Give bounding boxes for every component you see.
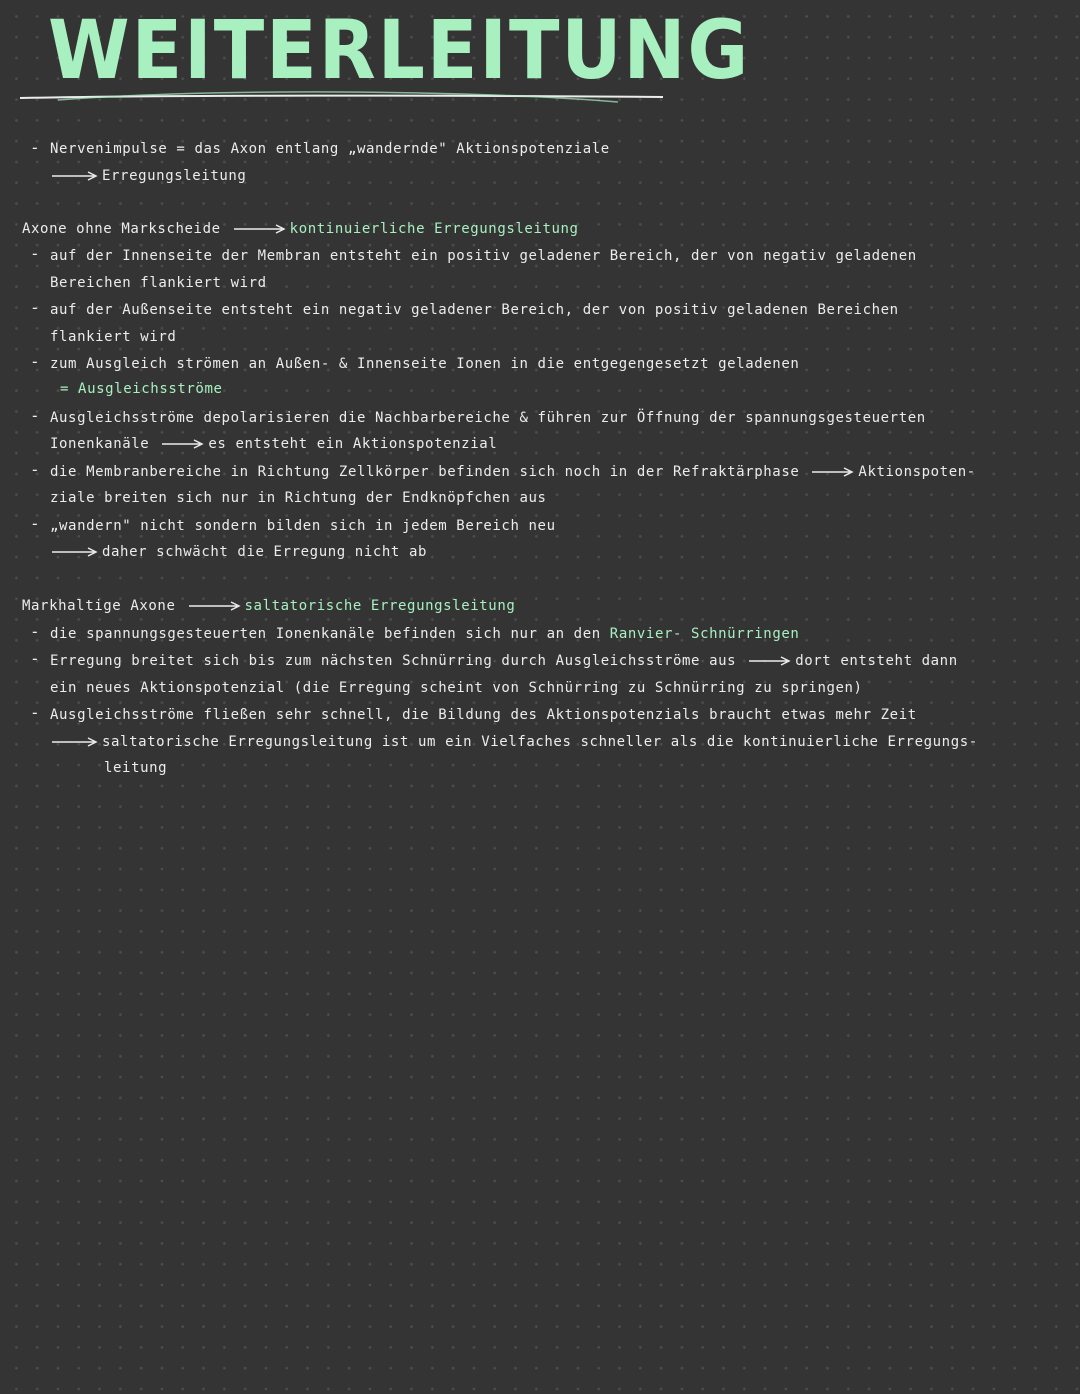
title-underline — [18, 78, 668, 108]
bullet-dash: - — [30, 460, 40, 479]
text-part: es entsteht ein Aktionspotenzial — [208, 436, 498, 452]
text-line — [50, 437, 497, 451]
text-line — [50, 654, 958, 668]
text-line: „wandern" nicht sondern bilden sich in jedem Bereich neu — [50, 518, 556, 534]
text-part: dort entsteht dann — [795, 653, 958, 669]
text-part: Aktionspoten- — [858, 464, 976, 480]
intro-result: Erregungsleitung — [102, 168, 247, 184]
text-line — [50, 627, 799, 641]
bullet-dash: - — [30, 514, 40, 533]
text-line: leitung — [104, 760, 168, 776]
text-line: flankiert wird — [50, 329, 177, 345]
arrow-icon — [749, 656, 791, 666]
bullet-dash: - — [30, 352, 40, 371]
bullet-dash: - — [30, 703, 40, 722]
text-line: auf der Innenseite der Membran entsteht ein positiv geladener Bereich, der von negativ geladenen — [50, 248, 917, 264]
text-line: auf der Außenseite entsteht ein negativ geladener Bereich, der von positiv geladenen Bereichen — [50, 302, 899, 318]
text-line — [52, 735, 978, 749]
text-line: Ausgleichsströme depolarisieren die Nachbarbereiche & führen zur Öffnung der spannungsgesteuerten — [50, 410, 926, 426]
text-line: ein neues Aktionspotenzial (die Erregung scheint von Schnürring zu Schnürring zu springen) — [50, 680, 863, 696]
page-title: WEITERLEITUNG — [48, 3, 751, 98]
heading-result: saltatorische Erregungsleitung — [244, 598, 516, 614]
text-part: die Membranbereiche in Richtung Zellkörper befinden sich noch in der Refraktärphase — [50, 464, 800, 480]
highlight-term: = Ausgleichsströme — [60, 381, 223, 397]
text-part: Ionenkanäle — [50, 436, 150, 452]
highlight-term: Ranvier- Schnürringen — [609, 626, 800, 642]
bullet-dash: - — [30, 244, 40, 263]
bullet-dash: - — [30, 649, 40, 668]
heading-text: Axone ohne Markscheide — [22, 221, 221, 237]
section-heading-myelinated — [22, 599, 515, 613]
text-line — [52, 545, 427, 559]
arrow-icon — [52, 171, 98, 181]
intro-line-1: Nervenimpulse = das Axon entlang „wandernde" Aktionspotenziale — [50, 141, 610, 157]
bullet-dash: - — [30, 298, 40, 317]
arrow-icon — [234, 224, 286, 234]
text-line — [50, 465, 976, 479]
text-part: daher schwächt die Erregung nicht ab — [102, 544, 428, 560]
bullet-dash: - — [30, 622, 40, 641]
text-line: zum Ausgleich strömen an Außen- & Innenseite Ionen in die entgegengesetzt geladenen — [50, 356, 800, 372]
arrow-icon — [162, 439, 204, 449]
text-line: Ausgleichsströme fließen sehr schnell, die Bildung des Aktionspotenzials braucht etwas mehr Zeit — [50, 707, 917, 723]
text-line: Bereichen flankiert wird — [50, 275, 267, 291]
arrow-icon — [52, 737, 98, 747]
text-part: saltatorische Erregungsleitung ist um ein Vielfaches schneller als die kontinuierliche Erregungs- — [102, 734, 978, 750]
heading-text: Markhaltige Axone — [22, 598, 176, 614]
bullet-dash: - — [30, 138, 40, 157]
text-part: Erregung breitet sich bis zum nächsten Schnürring durch Ausgleichsströme aus — [50, 653, 737, 669]
intro-line-2 — [52, 169, 246, 183]
text-part: die spannungsgesteuerten Ionenkanäle befinden sich nur an den — [50, 626, 601, 642]
arrow-icon — [189, 601, 241, 611]
arrow-icon — [812, 467, 854, 477]
heading-result: kontinuierliche Erregungsleitung — [289, 221, 579, 237]
arrow-icon — [52, 547, 98, 557]
section-heading-unmyelinated — [22, 222, 579, 236]
text-line: ziale breiten sich nur in Richtung der Endknöpfchen aus — [50, 490, 547, 506]
bullet-dash: - — [30, 406, 40, 425]
